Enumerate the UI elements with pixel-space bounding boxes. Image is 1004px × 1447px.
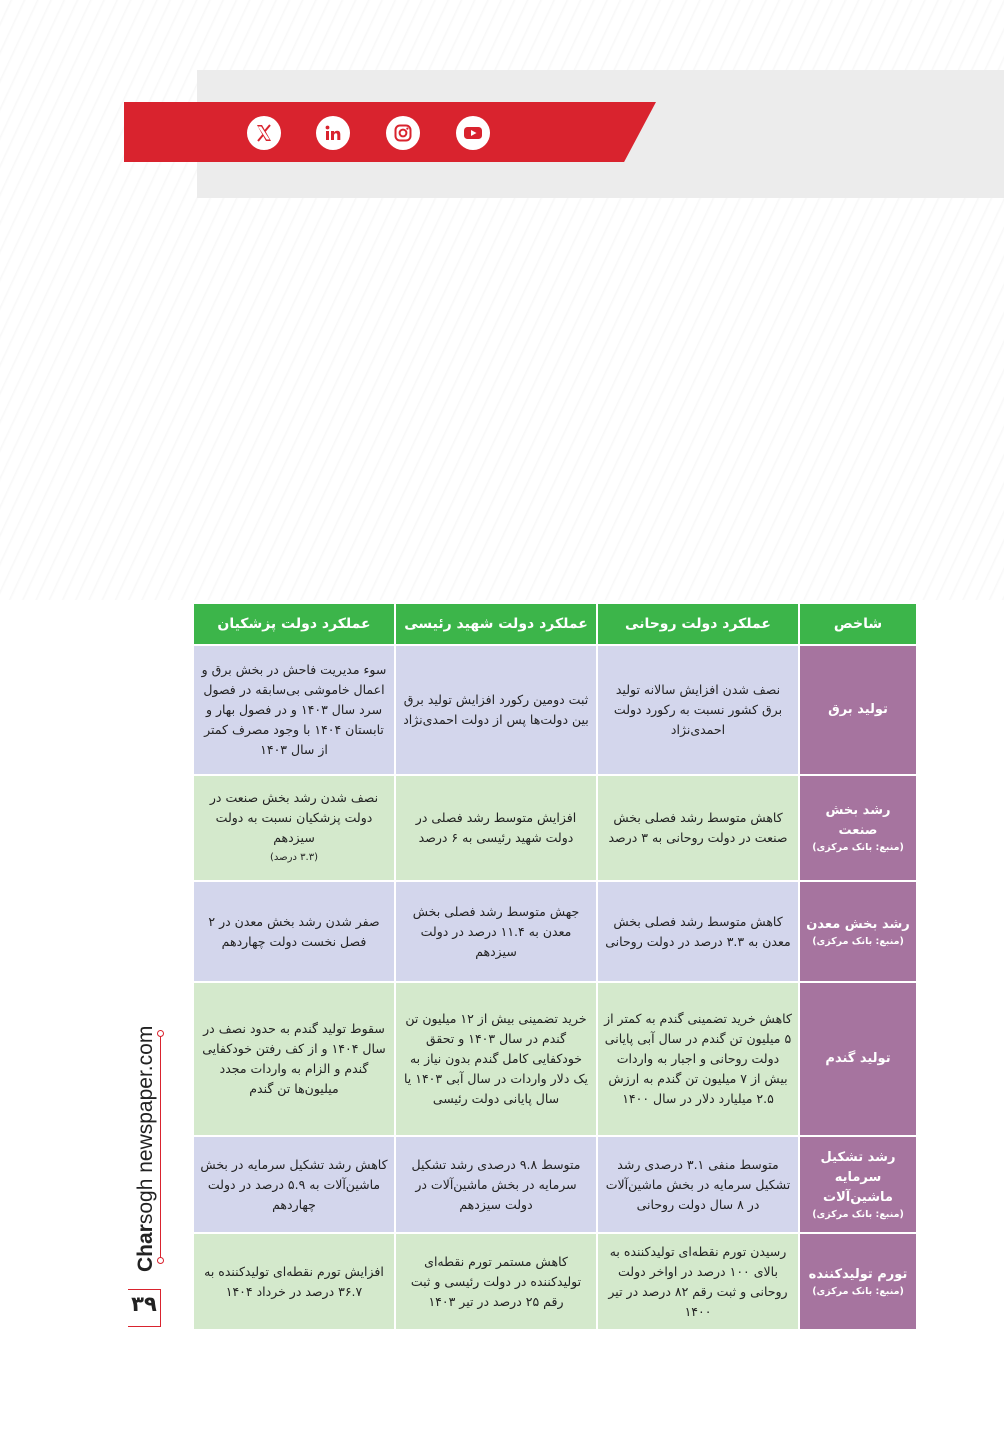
indicator-label: رشد تشکیل سرمایه ماشین‌آلات: [820, 1149, 896, 1205]
side-dot-top: [157, 1030, 164, 1037]
header-indicator: شاخص: [800, 604, 916, 644]
youtube-icon[interactable]: [456, 116, 490, 150]
comparison-table: [194, 604, 914, 1329]
indicator-source: (منبع: بانک مرکزی): [812, 935, 904, 947]
row-capital-indicator: [800, 1137, 916, 1232]
indicator-label: تولید گندم: [825, 1051, 891, 1066]
row-ppi-raisi: کاهش مستمر تورم نقطه‌ای تولیدکننده در دولت رئیسی و ثبت رقم ۲۵ درصد در تیر ۱۴۰۳: [396, 1234, 596, 1329]
indicator-label: رشد بخش معدن: [806, 916, 910, 932]
cell-text: نصف شدن رشد بخش صنعت در دولت پزشکیان نسبت به دولت سیزدهم: [209, 790, 379, 845]
header-rohani: عملکرد دولت روحانی: [598, 604, 798, 644]
row-ppi-pezeshkian: افزایش تورم نقطه‌ای تولیدکننده به ۳۶.۷ درصد در خرداد ۱۴۰۴: [194, 1234, 394, 1329]
row-capital-pezeshkian: کاهش رشد تشکیل سرمایه در بخش ماشین‌آلات به ۵.۹ درصد در دولت چهاردهم: [194, 1137, 394, 1232]
row-wheat-rohani: کاهش خرید تضمینی گندم به کمتر از ۵ میلیون تن گندم در سال آبی پایانی دولت روحانی و اجبار به واردات بیش از ۷ میلیون تن گندم به ارزش ۲.۵ میلیارد دلار در سال ۱۴۰۰: [598, 983, 798, 1135]
indicator-label: تولید برق: [828, 702, 888, 717]
row-industry-rohani: کاهش متوسط رشد فصلی بخش صنعت در دولت روحانی به ۳ درصد: [598, 776, 798, 880]
x-icon[interactable]: [247, 116, 281, 150]
instagram-icon[interactable]: [386, 116, 420, 150]
page-number-rule-top: [128, 1289, 161, 1290]
row-mining-raisi: جهش متوسط رشد فصلی بخش معدن به ۱۱.۴ درصد در دولت سیزدهم: [396, 882, 596, 981]
row-electricity-raisi: ثبت دومین رکورد افزایش تولید برق بین دولت‌ها پس از دولت احمدی‌نژاد: [396, 646, 596, 774]
side-dot-middle: [157, 1257, 164, 1264]
row-electricity-indicator: [800, 646, 916, 774]
row-capital-rohani: متوسط منفی ۳.۱ درصدی رشد تشکیل سرمایه در بخش ماشین‌آلات در ۸ سال دولت روحانی: [598, 1137, 798, 1232]
indicator-label: تورم تولیدکننده: [808, 1266, 908, 1282]
indicator-label: رشد بخش صنعت: [825, 803, 891, 838]
row-electricity-pezeshkian: سوء مدیریت فاحش در بخش برق و اعمال خاموشی بی‌سابقه در فصول سرد سال ۱۴۰۳ و در فصول بهار و تابستان ۱۴۰۴ با وجود مصرف کمتر از سال ۱۴۰۳: [194, 646, 394, 774]
indicator-source: (منبع: بانک مرکزی): [812, 1285, 904, 1297]
row-ppi-rohani: رسیدن تورم نقطه‌ای تولیدکننده به بالای ۱۰۰ درصد در اواخر دولت روحانی و ثبت رقم ۸۲ درصد در تیر ۱۴۰۰: [598, 1234, 798, 1329]
row-wheat-indicator: [800, 983, 916, 1135]
row-industry-raisi: افزایش متوسط رشد فصلی در دولت شهید رئیسی به ۶ درصد: [396, 776, 596, 880]
page-number: ۳۹: [131, 1292, 157, 1316]
indicator-source: (منبع: بانک مرکزی): [812, 842, 904, 853]
row-industry-pezeshkian: [194, 776, 394, 880]
site-brand: Char: [134, 1224, 157, 1272]
cell-note: (۳.۳ درصد): [270, 852, 318, 863]
indicator-source: (منبع: بانک مرکزی): [812, 1208, 904, 1220]
row-mining-indicator: [800, 882, 916, 981]
header-pezeshkian: عملکرد دولت پزشکیان: [194, 604, 394, 644]
side-line-top: [160, 1035, 161, 1260]
header-raisi: عملکرد دولت شهید رئیسی: [396, 604, 596, 644]
site-url[interactable]: [134, 1026, 158, 1272]
row-mining-pezeshkian: صفر شدن رشد بخش معدن در ۲ فصل نخست دولت چهاردهم: [194, 882, 394, 981]
row-electricity-rohani: نصف شدن افزایش سالانه تولید برق کشور نسبت به رکورد دولت احمدی‌نژاد: [598, 646, 798, 774]
row-mining-rohani: کاهش متوسط رشد فصلی بخش معدن به ۳.۳ درصد در دولت روحانی: [598, 882, 798, 981]
row-wheat-pezeshkian: سقوط تولید گندم به حدود نصف در سال ۱۴۰۴ و از کف رفتن خودکفایی گندم و الزام به واردات مجدد میلیون‌ها تن گندم: [194, 983, 394, 1135]
row-ppi-indicator: [800, 1234, 916, 1329]
site-domain: sogh newspaper.com: [134, 1025, 157, 1225]
linkedin-icon[interactable]: [316, 116, 350, 150]
row-industry-indicator: [800, 776, 916, 880]
page-number-rule-bottom: [128, 1326, 161, 1327]
row-capital-raisi: متوسط ۹.۸ درصدی رشد تشکیل سرمایه در بخش ماشین‌آلات در دولت سیزدهم: [396, 1137, 596, 1232]
row-wheat-raisi: خرید تضمینی بیش از ۱۲ میلیون تن گندم در سال ۱۴۰۳ و تحقق خودکفایی کامل گندم بدون نیاز به یک دلار واردات در سال آبی ۱۴۰۳ یا سال پایانی دولت رئیسی: [396, 983, 596, 1135]
